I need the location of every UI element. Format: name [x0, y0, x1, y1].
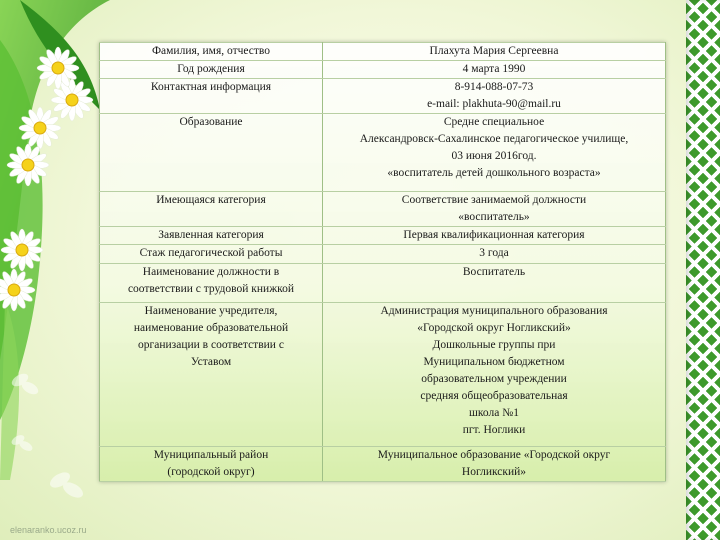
- row-label-text: Образование: [179, 116, 243, 128]
- row-value-text: Муниципальное образование «Городской округ: [377, 449, 611, 461]
- row-label-text: организации в соответствии с: [138, 339, 284, 351]
- row-label-cell: [100, 227, 323, 245]
- row-label-text: Уставом: [190, 356, 232, 368]
- row-value-text: «Городской округ Ногликский»: [417, 322, 571, 334]
- row-value-text: Дошкольные группы при: [432, 339, 556, 351]
- row-value-cell: [323, 79, 666, 114]
- table-row: [100, 61, 666, 79]
- row-label-text: Год рождения: [177, 63, 245, 75]
- row-value-text: Средне специальное: [443, 116, 545, 128]
- row-label-text: Контактная информация: [150, 81, 272, 93]
- table-row: [100, 245, 666, 264]
- row-value-cell: [323, 192, 666, 227]
- row-value-cell: [323, 303, 666, 447]
- watermark: elenaranko.ucoz.ru: [10, 525, 87, 535]
- row-value-text: 4 марта 1990: [462, 63, 526, 75]
- row-value-text: образовательном учреждении: [421, 373, 567, 385]
- row-value-cell: [323, 114, 666, 192]
- row-label-cell: [100, 79, 323, 114]
- row-label-cell: [100, 114, 323, 192]
- table-row: [100, 114, 666, 192]
- row-label-cell: [100, 245, 323, 264]
- table-row: [100, 447, 666, 482]
- row-label-text: соответствии с трудовой книжкой: [127, 283, 295, 295]
- row-value-text: Ногликский»: [461, 466, 527, 478]
- row-label-text: Имеющаяся категория: [156, 194, 266, 206]
- row-value-text: пгт. Ноглики: [462, 424, 526, 436]
- row-value-text: средняя общеобразовательная: [420, 390, 568, 402]
- row-label-text: наименование образовательной: [133, 322, 289, 334]
- row-label-text: Наименование должности в: [142, 266, 280, 278]
- row-value-text: Первая квалификационная категория: [403, 229, 585, 241]
- row-label-cell: [100, 264, 323, 303]
- row-value-text: 03 июня 2016год.: [451, 150, 537, 162]
- row-label-text: Фамилия, имя, отчество: [151, 45, 271, 57]
- table-row: [100, 303, 666, 447]
- row-value-text: школа №1: [469, 407, 519, 419]
- table-row: [100, 79, 666, 114]
- row-value-text: «воспитатель детей дошкольного возраста»: [387, 167, 601, 179]
- row-value-text: Администрация муниципального образования: [380, 305, 608, 317]
- table-row: [100, 43, 666, 61]
- row-value-cell: [323, 61, 666, 79]
- row-label-cell: [100, 447, 323, 482]
- row-value-text: Муниципальном бюджетном: [423, 356, 565, 368]
- daisy-decoration-icon: [0, 0, 110, 540]
- table-row: [100, 227, 666, 245]
- table-row: [100, 192, 666, 227]
- row-label-text: Наименование учредителя,: [144, 305, 278, 317]
- row-value-text: e-mail: plakhuta-90@mail.ru: [427, 98, 561, 110]
- row-value-cell: [323, 43, 666, 61]
- table-row: [100, 264, 666, 303]
- row-value-text: Александровск-Сахалинское педагогическое училище,: [359, 133, 629, 145]
- row-label-cell: [100, 192, 323, 227]
- row-value-cell: [323, 227, 666, 245]
- row-value-text: Воспитатель: [462, 266, 526, 278]
- row-label-text: Стаж педагогической работы: [139, 247, 283, 259]
- row-label-text: Муниципальный район: [153, 449, 269, 461]
- row-value-cell: [323, 264, 666, 303]
- row-label-text: (городской округ): [167, 466, 255, 478]
- right-decorative-border: [686, 0, 720, 540]
- row-value-text: 3 года: [479, 247, 509, 259]
- row-label-cell: [100, 43, 323, 61]
- row-value-cell: [323, 245, 666, 264]
- row-value-text: Соответствие занимаемой должности: [401, 194, 587, 206]
- row-label-text: Заявленная категория: [158, 229, 264, 241]
- row-label-cell: [100, 303, 323, 447]
- row-value-text: «воспитатель»: [458, 211, 530, 223]
- row-value-text: Плахута Мария Сергеевна: [429, 45, 559, 57]
- row-value-text: 8-914-088-07-73: [454, 81, 534, 93]
- row-label-cell: [100, 61, 323, 79]
- row-value-cell: [323, 447, 666, 482]
- personal-info-table: [99, 42, 666, 482]
